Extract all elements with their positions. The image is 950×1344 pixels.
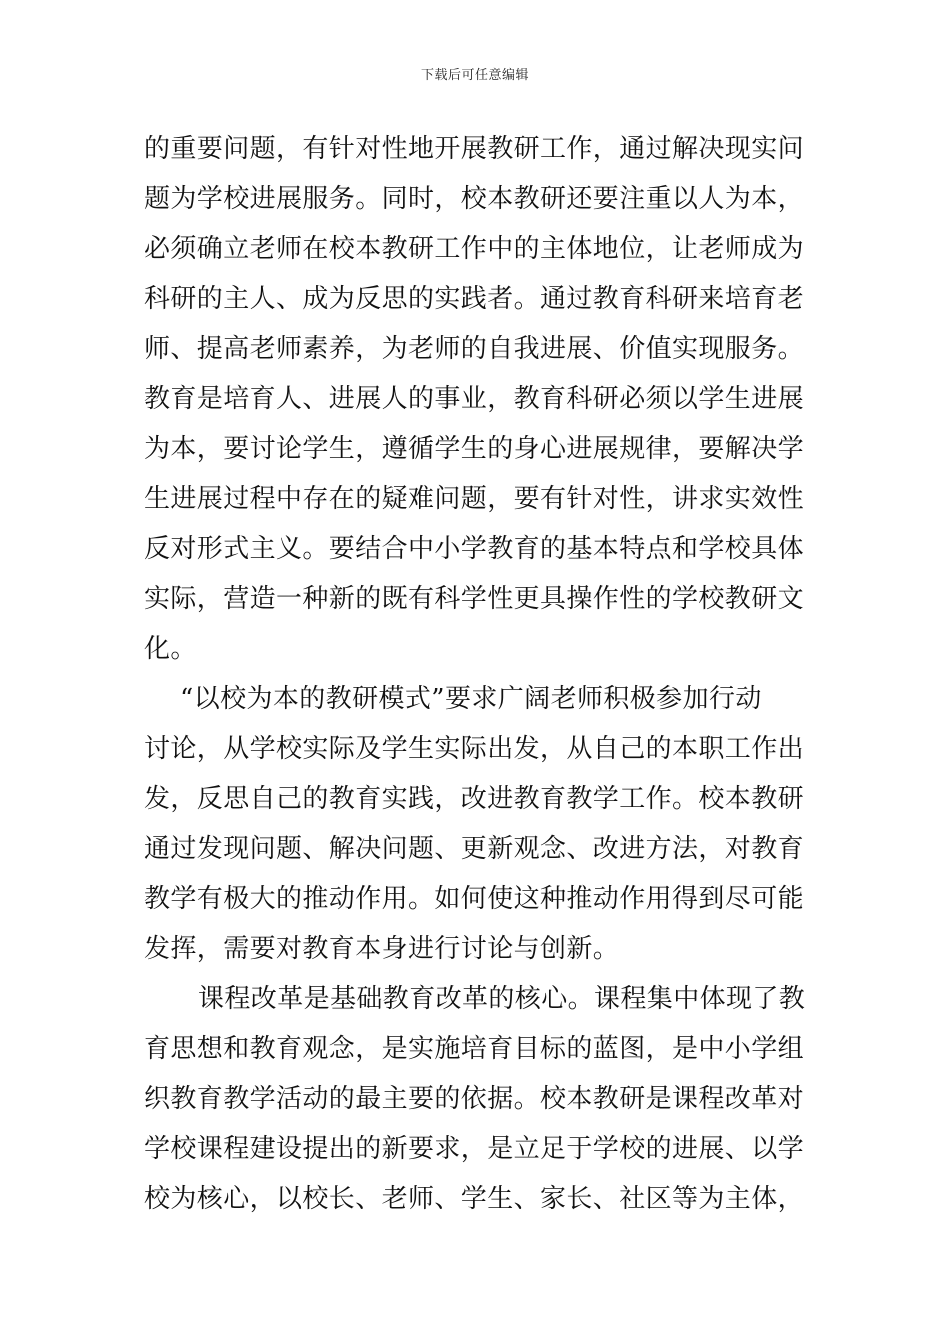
text-line: 讨论，从学校实际及学生实际出发，从自己的本职工作出 — [144, 734, 805, 764]
text-line: 育思想和教育观念，是实施培育目标的蓝图，是中小学组 — [144, 1034, 805, 1064]
text-line: 科研的主人、成为反思的实践者。通过教育科研来培育老 — [144, 284, 805, 314]
text-line: 必须确立老师在校本教研工作中的主体地位，让老师成为 — [144, 234, 805, 264]
text-line: 通过发现问题、解决问题、更新观念、改进方法，对教育 — [144, 834, 805, 864]
text-line: 教育是培育人、进展人的事业，教育科研必须以学生进展 — [144, 384, 805, 414]
text-line: 校为核心，以校长、老师、学生、家长、社区等为主体， — [144, 1184, 805, 1214]
text-line: 织教育教学活动的最主要的依据。校本教研是课程改革对 — [144, 1084, 805, 1114]
text-line: 教学有极大的推动作用。如何使这种推动作用得到尽可能 — [144, 884, 805, 914]
text-line: 题为学校进展服务。同时，校本教研还要注重以人为本， — [144, 184, 805, 214]
paragraph-2 — [144, 674, 816, 974]
text-line: 生进展过程中存在的疑难问题，要有针对性，讲求实效性 — [144, 484, 805, 514]
page-header: 下载后可任意编辑 — [420, 68, 529, 83]
text-line: 学校课程建设提出的新要求，是立足于学校的进展、以学 — [144, 1134, 805, 1164]
paragraph-1 — [144, 124, 816, 674]
text-line: 的重要问题，有针对性地开展教研工作，通过解决现实问 — [144, 134, 805, 164]
text-line: 发，反思自己的教育实践，改进教育教学工作。校本教研 — [144, 784, 805, 814]
text-line: 反对形式主义。要结合中小学教育的基本特点和学校具体 — [144, 534, 805, 564]
text-line: 为本，要讨论学生，遵循学生的身心进展规律，要解决学 — [144, 434, 805, 464]
page-body — [144, 124, 816, 1224]
text-line: 实际，营造一种新的既有科学性更具操作性的学校教研文 — [144, 584, 805, 614]
text-line: 发挥，需要对教育本身进行讨论与创新。 — [144, 934, 620, 964]
text-line: 师、提高老师素养，为老师的自我进展、价值实现服务。 — [144, 334, 805, 364]
text-line: “以校为本的教研模式”要求广阔老师积极参加行动 — [180, 684, 762, 714]
text-line: 化。 — [144, 634, 197, 664]
paragraph-3 — [144, 974, 816, 1224]
text-line: 课程改革是基础教育改革的核心。课程集中体现了教 — [198, 984, 806, 1014]
